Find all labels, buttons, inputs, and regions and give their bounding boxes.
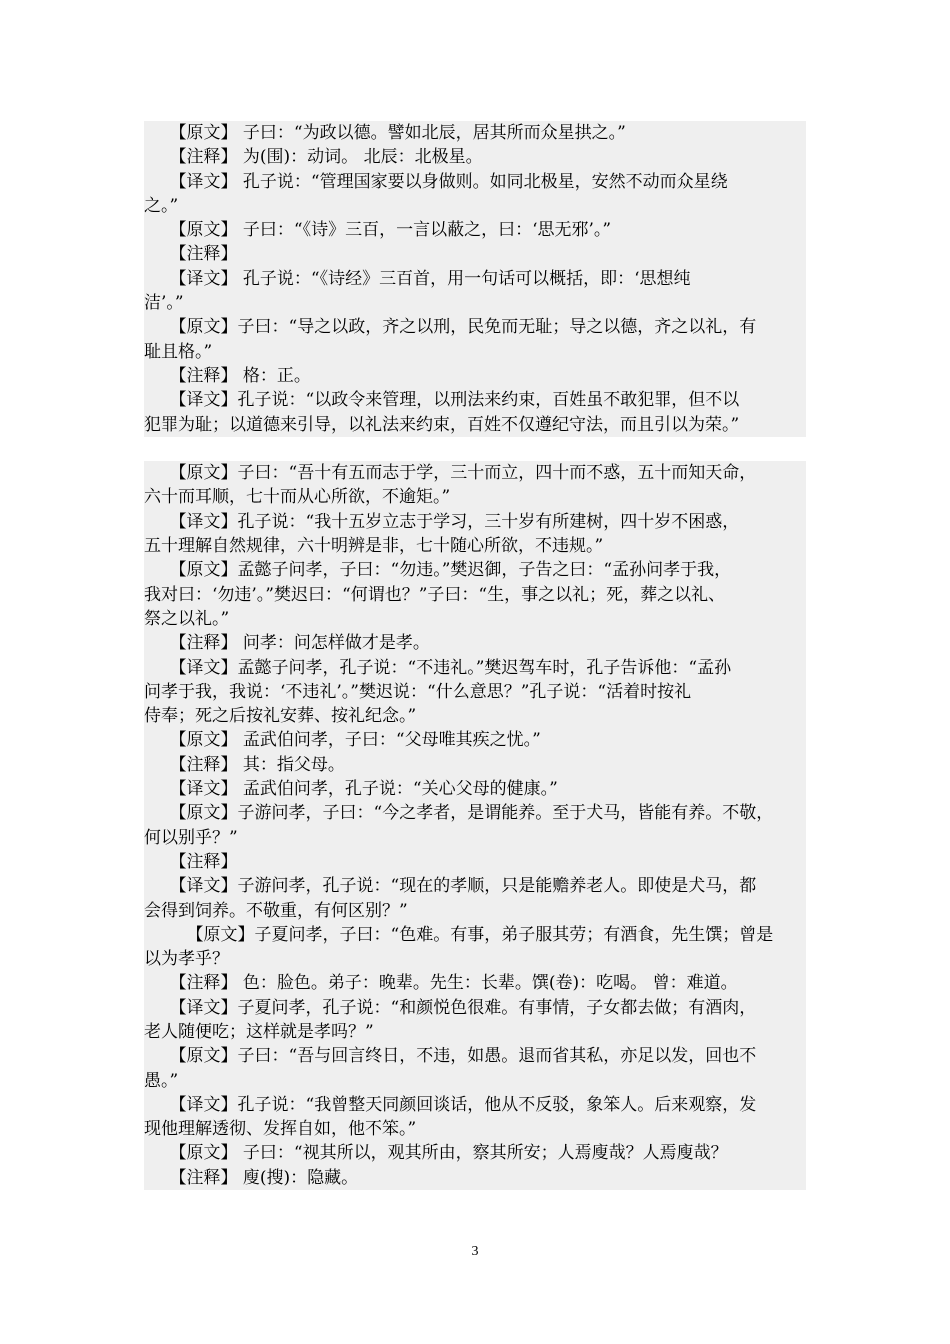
text-line: 【译文】孔子说：“我十五岁立志于学习，三十岁有所建树，四十岁不困惑， [144,511,740,532]
text-line: 【译文】 孔子说：“《诗经》三百首，用一句话可以概括，即：‘思想纯 [144,268,691,289]
text-line: 之。” [144,195,179,216]
text-line: 【注释】 格：正。 [144,365,311,386]
text-line: 【译文】孟懿子问孝，孔子说：“不违礼。”樊迟驾车时，孔子告诉他：“孟孙 [144,657,732,678]
page-number: 3 [471,1244,479,1259]
text-line: 老人随便吃；这样就是孝吗？” [144,1021,374,1042]
blank-line [144,437,806,461]
text-line: 【注释】 廋(搜)：隐藏。 [144,1167,359,1188]
text-line: 【原文】子曰：“吾十有五而志于学，三十而立，四十而不惑，五十而知天命， [144,463,757,484]
text-line: 祭之以礼。” [144,608,230,629]
text-line: 【原文】子夏问孝，子曰：“色难。有事，弟子服其劳；有酒食，先生馔；曾是 [144,924,774,945]
text-line: 【译文】子游问孝，孔子说：“现在的孝顺，只是能赡养老人。即使是犬马，都 [144,876,757,897]
text-line: 【原文】孟懿子问孝，子曰：“勿违。”樊迟御，子告之曰：“孟孙问孝于我， [144,560,732,581]
text-line: 现他理解透彻、发挥自如，他不笨。” [144,1119,417,1140]
text-line: 以为孝乎？ [144,949,229,970]
text-line: 【译文】 孟武伯问孝，孔子说：“关心父母的健康。” [144,779,558,800]
text-line: 【译文】 孔子说：“管理国家要以身做则。如同北极星，安然不动而众星绕 [144,171,728,192]
text-line: 犯罪为耻；以道德来引导，以礼法来约束，百姓不仅遵纪守法，而且引以为荣。” [144,414,740,435]
text-line: 耻且格。” [144,341,213,362]
text-line: 【原文】 孟武伯问孝，子曰：“父母唯其疾之忧。” [144,730,541,751]
text-line: 【注释】 其：指父母。 [144,754,345,775]
text-line: 六十而耳顺，七十而从心所欲，不逾矩。” [144,487,451,508]
text-line: 【译文】孔子说：“以政令来管理，以刑法来约束，百姓虽不敢犯罪，但不以 [144,390,740,411]
text-line: 【译文】子夏问孝，孔子说：“和颜悦色很难。有事情，子女都去做；有酒肉， [144,997,757,1018]
text-line: 洁’。” [144,293,184,314]
text-line: 【注释】 [144,244,238,265]
text-line: 【原文】 子曰：“为政以德。譬如北辰，居其所而众星拱之。” [144,123,626,143]
text-line: 五十理解自然规律，六十明辨是非，七十随心所欲，不违规。” [144,536,604,557]
text-line: 【原文】子游问孝，子曰：“今之孝者，是谓能养。至于犬马，皆能有养。不敬， [144,803,774,824]
text-line: 【原文】 子曰：“《诗》三百，一言以蔽之，曰：‘思无邪’。” [144,220,612,241]
text-line: 【原文】子曰：“吾与回言终日，不违，如愚。退而省其私，亦足以发，回也不 [144,1046,757,1067]
document-body [144,121,806,1190]
text-line: 【注释】 为(围)：动词。 北辰：北极星。 [144,147,483,168]
text-line: 何以别乎？” [144,827,238,848]
text-line: 我对曰：‘勿违’。”樊迟曰：“何谓也？”子曰：“生，事之以礼；死，葬之以礼、 [144,584,726,605]
text-line: 问孝于我，我说：‘不违礼’。”樊迟说：“什么意思？”孔子说：“活着时按礼 [144,681,692,702]
text-line: 【注释】 问孝：问怎样做才是孝。 [144,633,430,654]
text-line: 【原文】子曰：“导之以政，齐之以刑，民免而无耻；导之以德，齐之以礼，有 [144,317,757,338]
text-line: 侍奉；死之后按礼安葬、按礼纪念。” [144,706,417,727]
text-line: 【注释】 色：脸色。弟子：晚辈。先生：长辈。馔(卷)：吃喝。 曾：难道。 [144,973,738,994]
text-line: 【原文】 子曰：“视其所以，观其所由，察其所安；人焉廋哉？人焉廋哉？ [144,1143,728,1164]
text-line: 会得到饲养。不敬重，有何区别？” [144,900,408,921]
text-line: 愚。” [144,1070,179,1091]
text-line: 【译文】孔子说：“我曾整天同颜回谈话，他从不反驳，象笨人。后来观察，发 [144,1094,757,1115]
text-line: 【注释】 [144,851,238,872]
